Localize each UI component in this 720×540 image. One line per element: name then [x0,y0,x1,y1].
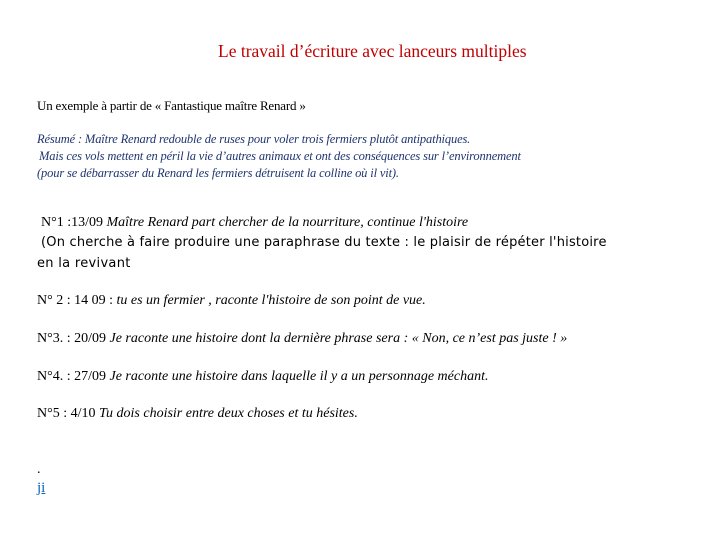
lanceur-label-1: N°1 :13/09 [41,215,103,230]
lanceur-item-1 [41,215,468,231]
footer-link[interactable]: ji [37,480,46,496]
page-title: Le travail d’écriture avec lanceurs multiples [218,41,527,61]
lanceur-item-2 [37,293,426,309]
footer-dot: . [37,462,41,477]
lanceur-label-5: N°5 : 4/10 [37,406,96,421]
lanceur-text-4: Je raconte une histoire dans laquelle il y a un personnage méchant. [109,369,489,384]
lanceur-label-3: N°3. : 20/09 [37,331,106,346]
lanceur-note-line-1: (On cherche à faire produire une paraphrase du texte : le plaisir de répéter l'histoire [41,235,607,250]
lanceur-item-4 [37,369,488,385]
lanceur-text-2: tu es un fermier , raconte l'histoire de son point de vue. [116,293,426,308]
lanceur-text-1: Maître Renard part chercher de la nourriture, continue l'histoire [106,215,469,230]
summary-line-3: (pour se débarrasser du Renard les fermiers détruisent la colline où il vit). [37,166,399,180]
summary-line-2: Mais ces vols mettent en péril la vie d’autres animaux et ont des conséquences sur l’environnement [39,149,521,163]
lanceur-label-4: N°4. : 27/09 [37,369,106,384]
lanceur-text-5: Tu dois choisir entre deux choses et tu hésites. [99,406,358,421]
intro-text: Un exemple à partir de « Fantastique maître Renard » [37,98,306,113]
lanceur-label-2: N° 2 : 14 09 : [37,293,113,308]
lanceur-text-3: Je raconte une histoire dont la dernière phrase sera : « Non, ce n’est pas juste ! » [109,331,568,346]
lanceur-note-line-2: en la revivant [37,256,131,271]
lanceur-item-3 [37,331,567,347]
summary-line-1: Résumé : Maître Renard redouble de ruses pour voler trois fermiers plutôt antipathiques. [37,132,471,146]
lanceur-item-5 [37,406,358,422]
